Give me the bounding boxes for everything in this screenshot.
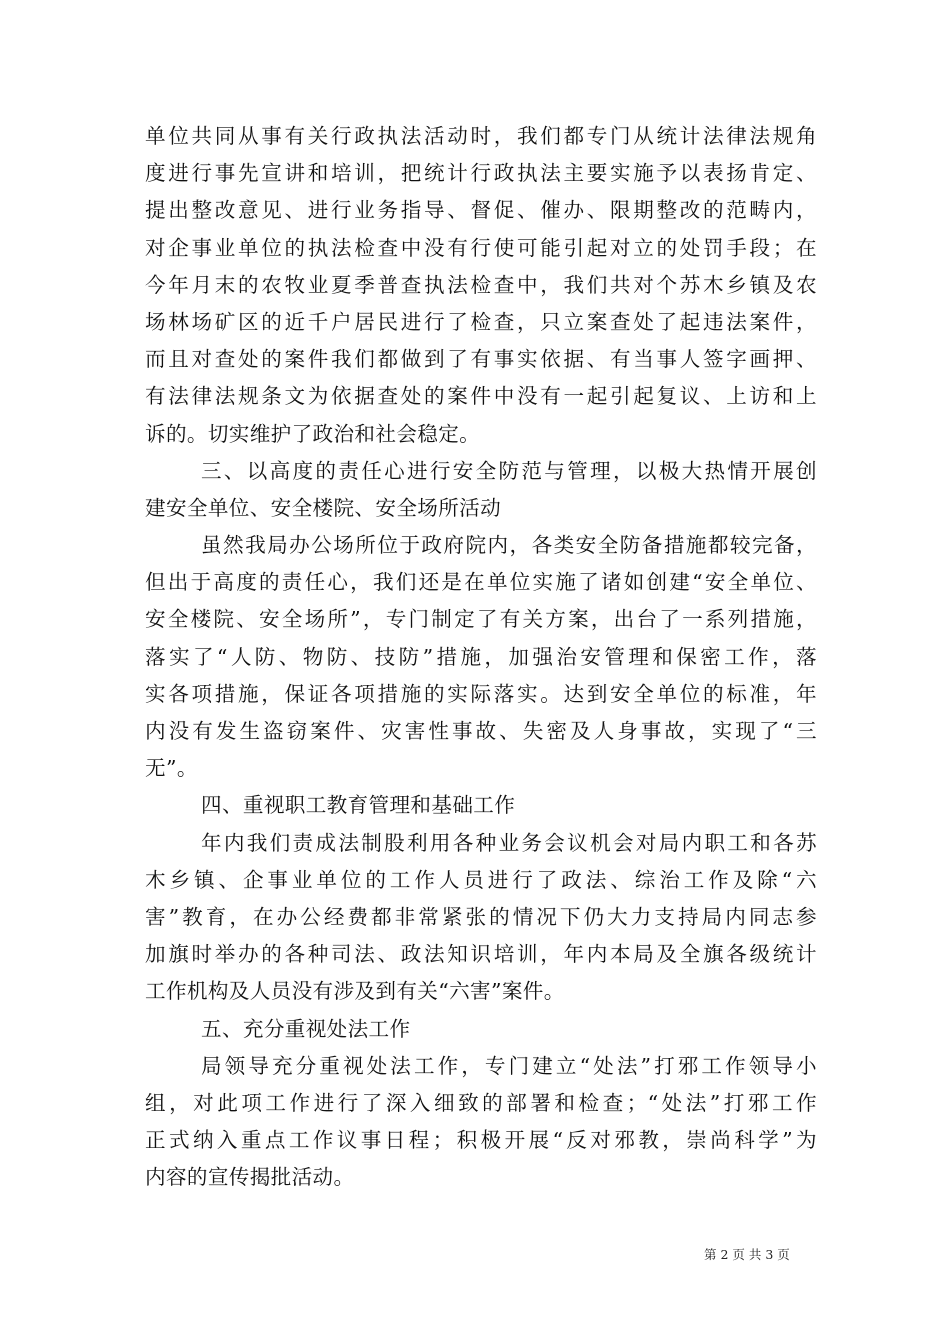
- text-line: 内容的宣传揭批活动。: [145, 1165, 355, 1190]
- text-line: 单位共同从事有关行政执法活动时，我们都专门从统计法律法规角: [145, 124, 817, 148]
- text-line: 度进行事先宣讲和培训，把统计行政执法主要实施予以表扬肯定、: [145, 161, 817, 186]
- text-line: 加旗时举办的各种司法、政法知识培训，年内本局及全旗各级统计: [145, 942, 817, 967]
- text-line: 落实了“人防、物防、技防”措施，加强治安管理和保密工作，落: [145, 644, 817, 669]
- text-line: 诉的。切实维护了政治和社会稳定。: [145, 421, 481, 446]
- text-line: 木乡镇、企事业单位的工作人员进行了政法、综治工作及除“六: [145, 867, 817, 892]
- paragraph-start: 年内我们责成法制股利用各种业务会议机会对局内职工和各苏: [201, 830, 817, 855]
- paragraph-start: 虽然我局办公场所位于政府院内，各类安全防备措施都较完备，: [201, 533, 817, 558]
- text-line: 对企事业单位的执法检查中没有行使可能引起对立的处罚手段；在: [145, 235, 817, 260]
- section-heading-4: 四、重视职工教育管理和基础工作: [201, 793, 516, 818]
- text-line: 但出于高度的责任心，我们还是在单位实施了诸如创建“安全单位、: [145, 570, 817, 595]
- document-body: [145, 118, 817, 1196]
- text-line: 场林场矿区的近千户居民进行了检查，只立案查处了起违法案件，: [145, 309, 817, 334]
- text-line: 正式纳入重点工作议事日程；积极开展“反对邪教，崇尚科学”为: [145, 1128, 817, 1153]
- section-heading-3: 三、以高度的责任心进行安全防范与管理，以极大热情开展创: [201, 458, 817, 483]
- text-line: 组，对此项工作进行了深入细致的部署和检查；“处法”打邪工作: [145, 1090, 818, 1115]
- text-line: 无”。: [145, 756, 198, 781]
- text-line: 安全楼院、安全场所”，专门制定了有关方案，出台了一系列措施，: [145, 607, 817, 632]
- text-line: 提出整改意见、进行业务指导、督促、催办、限期整改的范畴内，: [145, 198, 817, 223]
- text-line: 而且对查处的案件我们都做到了有事实依据、有当事人签字画押、: [145, 347, 817, 372]
- page-indicator: 第 2 页 共 3 页: [704, 1247, 790, 1262]
- text-line: 工作机构及人员没有涉及到有关“六害”案件。: [145, 979, 565, 1004]
- text-line: 今年月末的农牧业夏季普查执法检查中，我们共对个苏木乡镇及农: [145, 272, 817, 297]
- section-heading-3-cont: 建安全单位、安全楼院、安全场所活动: [145, 495, 502, 520]
- text-line: 内没有发生盗窃案件、灾害性事故、失密及人身事故，实现了“三: [145, 719, 817, 743]
- text-line: 实各项措施，保证各项措施的实际落实。达到安全单位的标准，年: [145, 681, 817, 706]
- section-heading-5: 五、充分重视处法工作: [201, 1016, 411, 1041]
- paragraph-start: 局领导充分重视处法工作，专门建立“处法”打邪工作领导小: [201, 1053, 817, 1078]
- text-line: 害”教育，在办公经费都非常紧张的情况下仍大力支持局内同志参: [145, 904, 817, 929]
- text-line: 有法律法规条文为依据查处的案件中没有一起引起复议、上访和上: [145, 384, 817, 409]
